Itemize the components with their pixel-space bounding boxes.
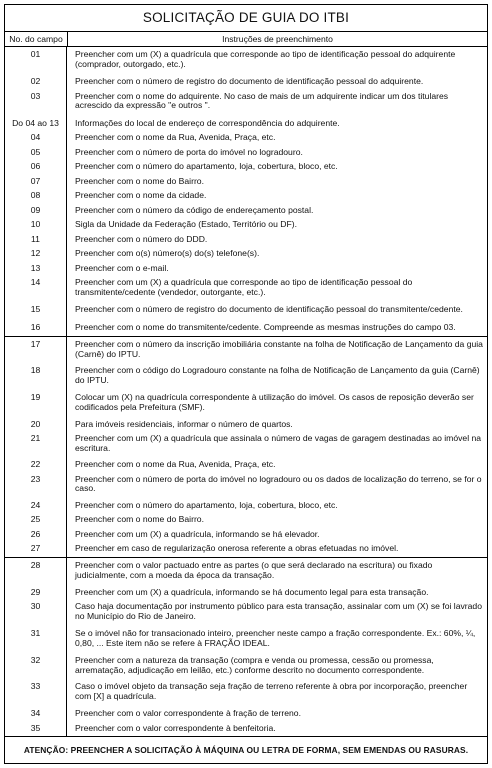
field-number: 25 xyxy=(5,514,67,528)
instruction-text: Preencher com o e-mail. xyxy=(75,262,169,273)
column-header xyxy=(5,32,487,47)
field-number: 06 xyxy=(5,161,67,176)
instruction-text: Preencher com um (X) a quadrícula, informando se há elevador. xyxy=(75,528,320,539)
instruction-group xyxy=(5,47,487,336)
field-number: 34 xyxy=(5,708,67,722)
table-row xyxy=(5,219,487,234)
table-row xyxy=(5,263,487,278)
instruction-text: Preencher com o nome do Bairro. xyxy=(75,514,204,525)
warning-footer: ATENÇÃO: PREENCHER A SOLICITAÇÃO À MÁQUINA OU LETRA DE FORMA, SEM EMENDAS OU RASURAS. xyxy=(5,736,487,763)
table-row xyxy=(5,587,487,601)
field-number: 30 xyxy=(5,601,67,628)
instruction-text: Preencher com a natureza da transação (compra e venda ou promessa, cessão ou promessa, arrematação, adjudicação em leilão, etc.) conforme descrito no documento correspondente. xyxy=(75,654,434,675)
instruction-text: Preencher com o valor correspondente à fração de terreno. xyxy=(75,708,301,719)
instruction-text: Caso o imóvel objeto da transação seja fração de terreno referente à obra por incorporação, preencher com [X] a quadrícula. xyxy=(75,681,468,702)
table-row xyxy=(5,529,487,543)
field-number: 03 xyxy=(5,91,67,118)
instruction-text: Caso haja documentação por instrumento público para esta transação, assinalar com um (X) se foi lavrado no Município do Rio de Janeiro. xyxy=(75,601,482,622)
table-row xyxy=(5,514,487,528)
table-row xyxy=(5,118,487,133)
instruction-text: Preencher com o número da inscrição imobiliária constante na folha de Notificação de Lançamento da guia (Carnê) do IPTU. xyxy=(75,338,483,359)
instruction-text: Preencher com o valor pactuado entre as partes (o que será declarado na escritura) ou fixado judicialmente, com a moeda da época da transação. xyxy=(75,560,433,580)
instruction-text: Preencher com o número do apartamento, loja, cobertura, bloco, etc. xyxy=(75,161,338,172)
field-number: 15 xyxy=(5,304,67,321)
table-row xyxy=(5,132,487,147)
field-number: 19 xyxy=(5,392,67,419)
field-number: 29 xyxy=(5,587,67,601)
instruction-text: Se o imóvel não for transacionado inteiro, preencher neste campo a fração correspondente. Ex.: 60%, ¼, 0,80, ... Este item não se refere à FRAÇÃO IDEAL. xyxy=(75,627,476,648)
instruction-text: Preencher com o nome da Rua, Avenida, Praça, etc. xyxy=(75,132,276,143)
field-number: Do 04 ao 13 xyxy=(5,118,67,133)
instruction-text: Preencher com o número de porta do imóvel no logradouro. xyxy=(75,146,303,157)
table-row xyxy=(5,248,487,263)
field-number: 02 xyxy=(5,76,67,91)
field-number: 13 xyxy=(5,263,67,278)
field-number: 18 xyxy=(5,365,67,392)
table-row xyxy=(5,161,487,176)
field-number: 35 xyxy=(5,723,67,737)
table-row xyxy=(5,558,487,587)
instruction-text: Preencher com o código do Logradouro constante na folha de Notificação de Lançamento da guia (Carnê) do IPTU. xyxy=(75,365,480,386)
instruction-text: Preencher com o número da código de endereçamento postal. xyxy=(75,204,314,215)
instruction-text: Preencher com o número do apartamento, loja, cobertura, bloco, etc. xyxy=(75,500,338,511)
field-number: 28 xyxy=(5,558,67,587)
table-row xyxy=(5,459,487,473)
field-number: 16 xyxy=(5,322,67,337)
instruction-text: Preencher com o número de registro do documento de identificação pessoal do transmitente/cedente. xyxy=(75,304,463,315)
field-number: 01 xyxy=(5,47,67,76)
table-row xyxy=(5,147,487,162)
table-row xyxy=(5,601,487,628)
instruction-text: Para imóveis residenciais, informar o número de quartos. xyxy=(75,418,293,429)
table-row xyxy=(5,91,487,118)
table-row xyxy=(5,543,487,557)
field-number: 04 xyxy=(5,132,67,147)
table-row xyxy=(5,190,487,205)
field-number: 32 xyxy=(5,655,67,682)
table-row xyxy=(5,723,487,737)
instruction-text: Preencher com o nome do transmitente/cedente. Compreende as mesmas instruções do campo 03. xyxy=(75,321,456,332)
field-number: 22 xyxy=(5,459,67,473)
instruction-text: Preencher com um (X) a quadrícula que corresponde ao tipo de identificação pessoal do adquirente (comprador, outorgado, etc.). xyxy=(75,49,456,69)
instruction-group xyxy=(5,336,487,557)
instructions-column-header: Instruções de preenchimento xyxy=(222,34,333,44)
itbi-form xyxy=(4,4,488,764)
table-row xyxy=(5,655,487,682)
table-row xyxy=(5,681,487,708)
field-number: 10 xyxy=(5,219,67,234)
field-number: 12 xyxy=(5,248,67,263)
instruction-text: Preencher com o nome do Bairro. xyxy=(75,175,204,186)
instruction-text: Preencher com o nome do adquirente. No caso de mais de um adquirente indicar um dos titulares acrescido da expressão "e outros ". xyxy=(75,90,449,111)
field-number: 11 xyxy=(5,234,67,249)
table-row xyxy=(5,708,487,722)
table-row xyxy=(5,234,487,249)
table-row xyxy=(5,304,487,321)
table-row xyxy=(5,419,487,433)
instruction-text: Preencher com o número de registro do documento de identificação pessoal do adquirente. xyxy=(75,76,424,87)
field-number: 33 xyxy=(5,681,67,708)
instruction-text: Preencher com o(s) número(s) do(s) telefone(s). xyxy=(75,248,260,259)
instruction-text: Sigla da Unidade da Federação (Estado, Território ou DF). xyxy=(75,219,297,230)
field-number: 31 xyxy=(5,628,67,655)
instruction-text: Preencher com um (X) a quadrícula, informando se há documento legal para esta transação. xyxy=(75,586,429,597)
form-title: SOLICITAÇÃO DE GUIA DO ITBI xyxy=(5,5,487,32)
instruction-text: Preencher com um (X) a quadrícula que corresponde ao tipo de identificação pessoal do transmitente/cedente (vendedor, outorgante, etc.). xyxy=(75,277,413,298)
instruction-text: Preencher em caso de regularização onerosa referente a obras efetuadas no imóvel. xyxy=(75,542,399,553)
instruction-text: Preencher com o número de porta do imóvel no logradouro ou os dados de localização do terreno, se for o caso. xyxy=(75,473,482,494)
field-number: 26 xyxy=(5,529,67,543)
instruction-text: Preencher com o número do DDD. xyxy=(75,233,208,244)
instruction-text: Preencher com um (X) a quadrícula que assinala o número de vagas de garagem destinadas ao imóvel na escritura. xyxy=(75,432,482,453)
table-row xyxy=(5,205,487,220)
instruction-text: Preencher com o valor correspondente à benfeitoria. xyxy=(75,722,276,733)
instruction-text: Preencher com o nome da Rua, Avenida, Praça, etc. xyxy=(75,459,276,470)
table-row xyxy=(5,176,487,191)
table-row xyxy=(5,628,487,655)
table-row xyxy=(5,433,487,460)
table-row xyxy=(5,392,487,419)
instruction-text: Preencher com o nome da cidade. xyxy=(75,190,207,201)
instruction-text: Colocar um (X) na quadrícula correspondente à utilização do imóvel. Os casos de reposição deverão ser codificados pela Prefeitura (SMF). xyxy=(75,391,474,412)
field-number: 20 xyxy=(5,419,67,433)
field-number: 14 xyxy=(5,277,67,304)
field-number: 05 xyxy=(5,147,67,162)
field-number: 17 xyxy=(5,337,67,366)
field-number: 07 xyxy=(5,176,67,191)
field-number: 08 xyxy=(5,190,67,205)
table-row xyxy=(5,322,487,337)
field-number: 21 xyxy=(5,433,67,460)
field-number: 24 xyxy=(5,500,67,514)
table-row xyxy=(5,277,487,304)
field-number: 23 xyxy=(5,474,67,501)
table-row xyxy=(5,337,487,366)
table-row xyxy=(5,500,487,514)
field-number: 27 xyxy=(5,543,67,557)
table-row xyxy=(5,76,487,91)
instruction-group xyxy=(5,557,487,737)
field-number: 09 xyxy=(5,205,67,220)
table-row xyxy=(5,47,487,76)
instructions-table xyxy=(5,47,487,737)
field-number-column-header: No. do campo xyxy=(5,32,68,46)
table-row xyxy=(5,365,487,392)
table-row xyxy=(5,474,487,501)
instruction-text: Informações do local de endereço de correspondência do adquirente. xyxy=(75,117,340,128)
